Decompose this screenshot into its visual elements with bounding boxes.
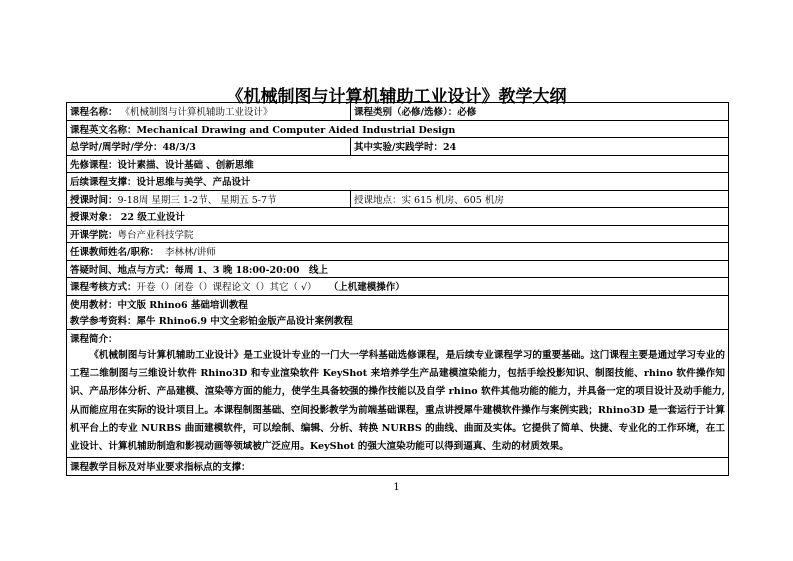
- table-row: [67, 346, 729, 458]
- objectives-label: 课程教学目标及对毕业要求指标点的支撑：: [67, 458, 729, 476]
- table-row: [67, 329, 729, 346]
- college-cell: 开课学院：粤台产业科技学院: [67, 225, 729, 243]
- lab-hours: 其中实验/实践学时：24: [351, 138, 729, 156]
- audience: 授课对象： 22 级工业设计: [67, 208, 729, 226]
- course-name-cell: 课程名称： 《机械制图与计算机辅助工业设计》: [67, 103, 351, 121]
- table-row: [67, 120, 729, 138]
- teacher: 李林林/讲师: [165, 247, 216, 259]
- table-row: [67, 225, 729, 243]
- table-row: [67, 190, 729, 208]
- table-row: [67, 278, 729, 296]
- teaching-time: 9-18周 星期三 1-2节、 星期五 5-7节: [117, 194, 277, 206]
- teaching-location: 授课地点：实 615 机房、605 机房: [351, 190, 729, 208]
- table-row: [67, 295, 729, 312]
- table-row: [67, 138, 729, 156]
- reference-material: 教学参考资料：犀牛 Rhino6.9 中文全彩铂金版产品设计案例教程: [67, 312, 729, 329]
- textbook: 使用教材：中文版 Rhino6 基础培训教程: [67, 295, 729, 312]
- syllabus-table: [66, 102, 729, 476]
- page-title: 《机械制图与计算机辅助工业设计》教学大纲: [226, 87, 567, 107]
- table-row: [67, 103, 729, 121]
- course-category: 课程类别（必修/选修）：必修: [351, 103, 729, 121]
- total-hours: 总学时/周学时/学分：48/3/3: [67, 138, 351, 156]
- english-name-cell: 课程英文名称：Mechanical Drawing and Computer Aided Industrial Design: [67, 120, 729, 138]
- followup-courses: 后续课程支撑：设计思维与美学、产品设计: [67, 173, 729, 191]
- assessment-cell: 课程考核方式：开卷（）闭卷（）课程论文（）其它（ √） （上机建模操作）: [67, 278, 729, 296]
- assessment-note: （上机建模操作）: [328, 282, 405, 294]
- assessment-options: 开卷（）闭卷（）课程论文（）其它（ √）: [136, 282, 317, 294]
- table-row: [67, 243, 729, 261]
- table-row: [67, 458, 729, 476]
- office-hours: 答疑时间、地点与方式：每周 1、3 晚 18:00-20:00 线上: [67, 260, 729, 278]
- teacher-cell: 任课教师姓名/职称： 李林林/讲师: [67, 243, 729, 261]
- table-row: [67, 173, 729, 191]
- table-row: [67, 155, 729, 173]
- course-name: 《机械制图与计算机辅助工业设计》: [120, 107, 273, 119]
- intro-label: 课程简介：: [67, 329, 729, 346]
- teaching-time-cell: 授课时间：9-18周 星期三 1-2节、 星期五 5-7节: [67, 190, 351, 208]
- college: 粤台产业科技学院: [117, 229, 194, 241]
- english-name: Mechanical Drawing and Computer Aided Industrial Design: [136, 124, 456, 136]
- page-number: 1: [393, 482, 400, 493]
- table-row: [67, 312, 729, 329]
- prerequisites: 先修课程：设计素描、设计基础 、创新思维: [67, 155, 729, 173]
- table-row: [67, 208, 729, 226]
- course-intro: 《机械制图与计算机辅助工业设计》是工业设计专业的一门大一学科基础选修课程，是后续专业课程学习的重要基础。这门课程主要是通过学习专业的工程二维制图与三维设计软件 Rhino3D 和专业渲染软件 KeyShot 来培养学生产品建模渲染能力，包括手绘投影知识、制图技能、rhino 软件操作知识、产品形体分析、产品建模、渲染等方面的能力，使学生具备较强的操作技能以及自学 rhino 软件其他功能的能力，并具备一定的项目设计及动手能力,从而能应用在实际的设计项目上。本课程制图基础、空间投影教学为前端基础课程，重点讲授犀牛建模软件操作与案例实践；Rhino3D 是一套运行于计算机平台上的专业 NURBS 曲面建模软件，可以绘制、编辑、分析、转换 NURBS 的曲线、曲面及实体。它提供了简单、快捷、专业化的工作环境，在工业设计、计算机辅助制造和影视动画等领域被广泛应用。KeyShot 的强大渲染功能可以得到逼真、生动的材质效果。: [67, 346, 729, 458]
- table-row: [67, 260, 729, 278]
